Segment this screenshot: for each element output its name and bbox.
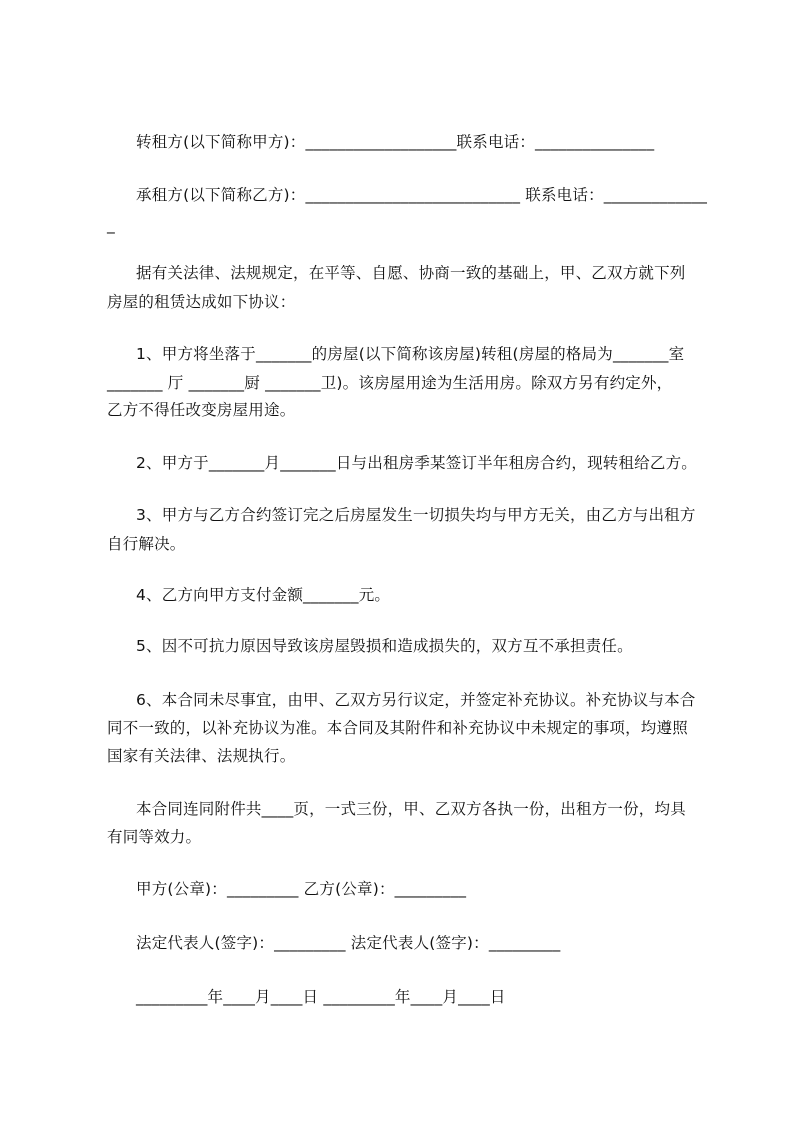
- clause-6-line-2: 同不一致的，以补充协议为准。本合同及其附件和补充协议中未规定的事项，均遵照: [107, 719, 688, 737]
- clause-5: 5、因不可抗力原因导致该房屋毁损和造成损失的，双方互不承担责任。: [136, 637, 633, 655]
- copies-clause-line-1: 本合同连同附件共____页，一式三份，甲、乙双方各执一份，出租方一份，均具: [136, 800, 686, 818]
- clause-3-line-1: 3、甲方与乙方合约签订完之后房屋发生一切损失均与甲方无关，由乙方与出租方: [136, 506, 696, 524]
- clause-3-line-2: 自行解决。: [107, 535, 186, 553]
- lessee-info-continuation: _: [107, 216, 115, 234]
- clause-1-line-3: 乙方不得任改变房屋用途。: [107, 401, 296, 419]
- date-line: _________年____月____日 _________年____月____日: [136, 988, 506, 1006]
- preamble-line-2: 房屋的租赁达成如下协议：: [107, 293, 296, 311]
- clause-1-line-2: _______ 厅 _______厨 _______卫)。该房屋用途为生活用房。除双方另有约定外，: [107, 374, 673, 392]
- clause-4: 4、乙方向甲方支付金额_______元。: [136, 586, 391, 604]
- representative-signature-line: 法定代表人(签字)：_________ 法定代表人(签字)：_________: [136, 934, 561, 952]
- clause-6-line-3: 国家有关法律、法规执行。: [107, 747, 296, 765]
- clause-2: 2、甲方于_______月_______日与出租房季某签订半年租房合约，现转租给乙方。: [136, 454, 697, 472]
- lessor-info-line: 转租方(以下简称甲方)：___________________联系电话：_______________: [136, 133, 655, 151]
- clause-6-line-1: 6、本合同未尽事宜，由甲、乙双方另行议定，并签定补充协议。补充协议与本合: [136, 691, 696, 709]
- copies-clause-line-2: 有同等效力。: [107, 828, 202, 846]
- lessee-info-line: 承租方(以下简称乙方)：___________________________ 联系电话：_____________: [136, 186, 708, 204]
- clause-1-line-1: 1、甲方将坐落于_______的房屋(以下简称该房屋)转租(房屋的格局为_______室: [136, 345, 685, 363]
- preamble-line-1: 据有关法律、法规规定，在平等、自愿、协商一致的基础上，甲、乙双方就下列: [136, 264, 686, 282]
- seal-line: 甲方(公章)：_________ 乙方(公章)：_________: [136, 880, 467, 898]
